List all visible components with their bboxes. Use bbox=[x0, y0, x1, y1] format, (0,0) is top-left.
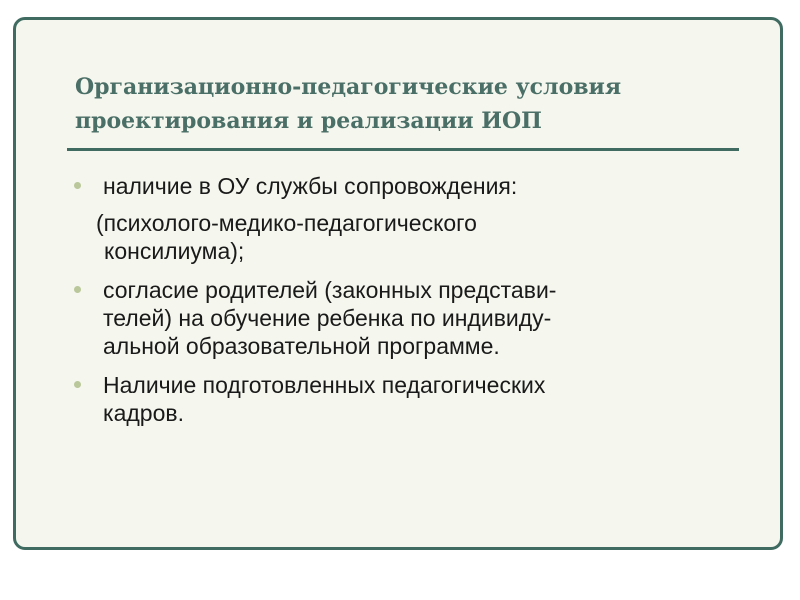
bullet-text-line: согласие родителей (законных представи- bbox=[103, 277, 557, 303]
bullet-text-line: телей) на обучение ребенка по индивиду- bbox=[103, 305, 552, 331]
bullet-text-line: кадров. bbox=[103, 400, 184, 426]
subtext-line: (психолого-медико-педагогического bbox=[96, 210, 477, 236]
slide-title bbox=[75, 70, 715, 138]
bullet-dot-icon bbox=[74, 381, 81, 388]
bullet-item-service bbox=[72, 172, 732, 200]
bullet-dot-icon bbox=[74, 286, 81, 293]
bullet-text-line: наличие в ОУ службы сопровождения: bbox=[103, 173, 518, 199]
subtext-line: консилиума); bbox=[104, 238, 245, 264]
bullet-item-parents-consent bbox=[72, 276, 732, 360]
slide-title-line-1: Организационно-педагогические условия bbox=[75, 74, 622, 100]
bullet-dot-icon bbox=[74, 182, 81, 189]
bullet-text-line: альной образовательной программе. bbox=[103, 333, 500, 359]
bullet-text-line: Наличие подготовленных педагогических bbox=[103, 372, 546, 398]
bullet-list bbox=[72, 172, 732, 427]
slide-title-line-2: проектирования и реализации ИОП bbox=[75, 108, 542, 134]
bullet-subtext-council bbox=[72, 209, 732, 265]
bullet-item-staff bbox=[72, 371, 732, 427]
title-divider bbox=[67, 148, 739, 151]
